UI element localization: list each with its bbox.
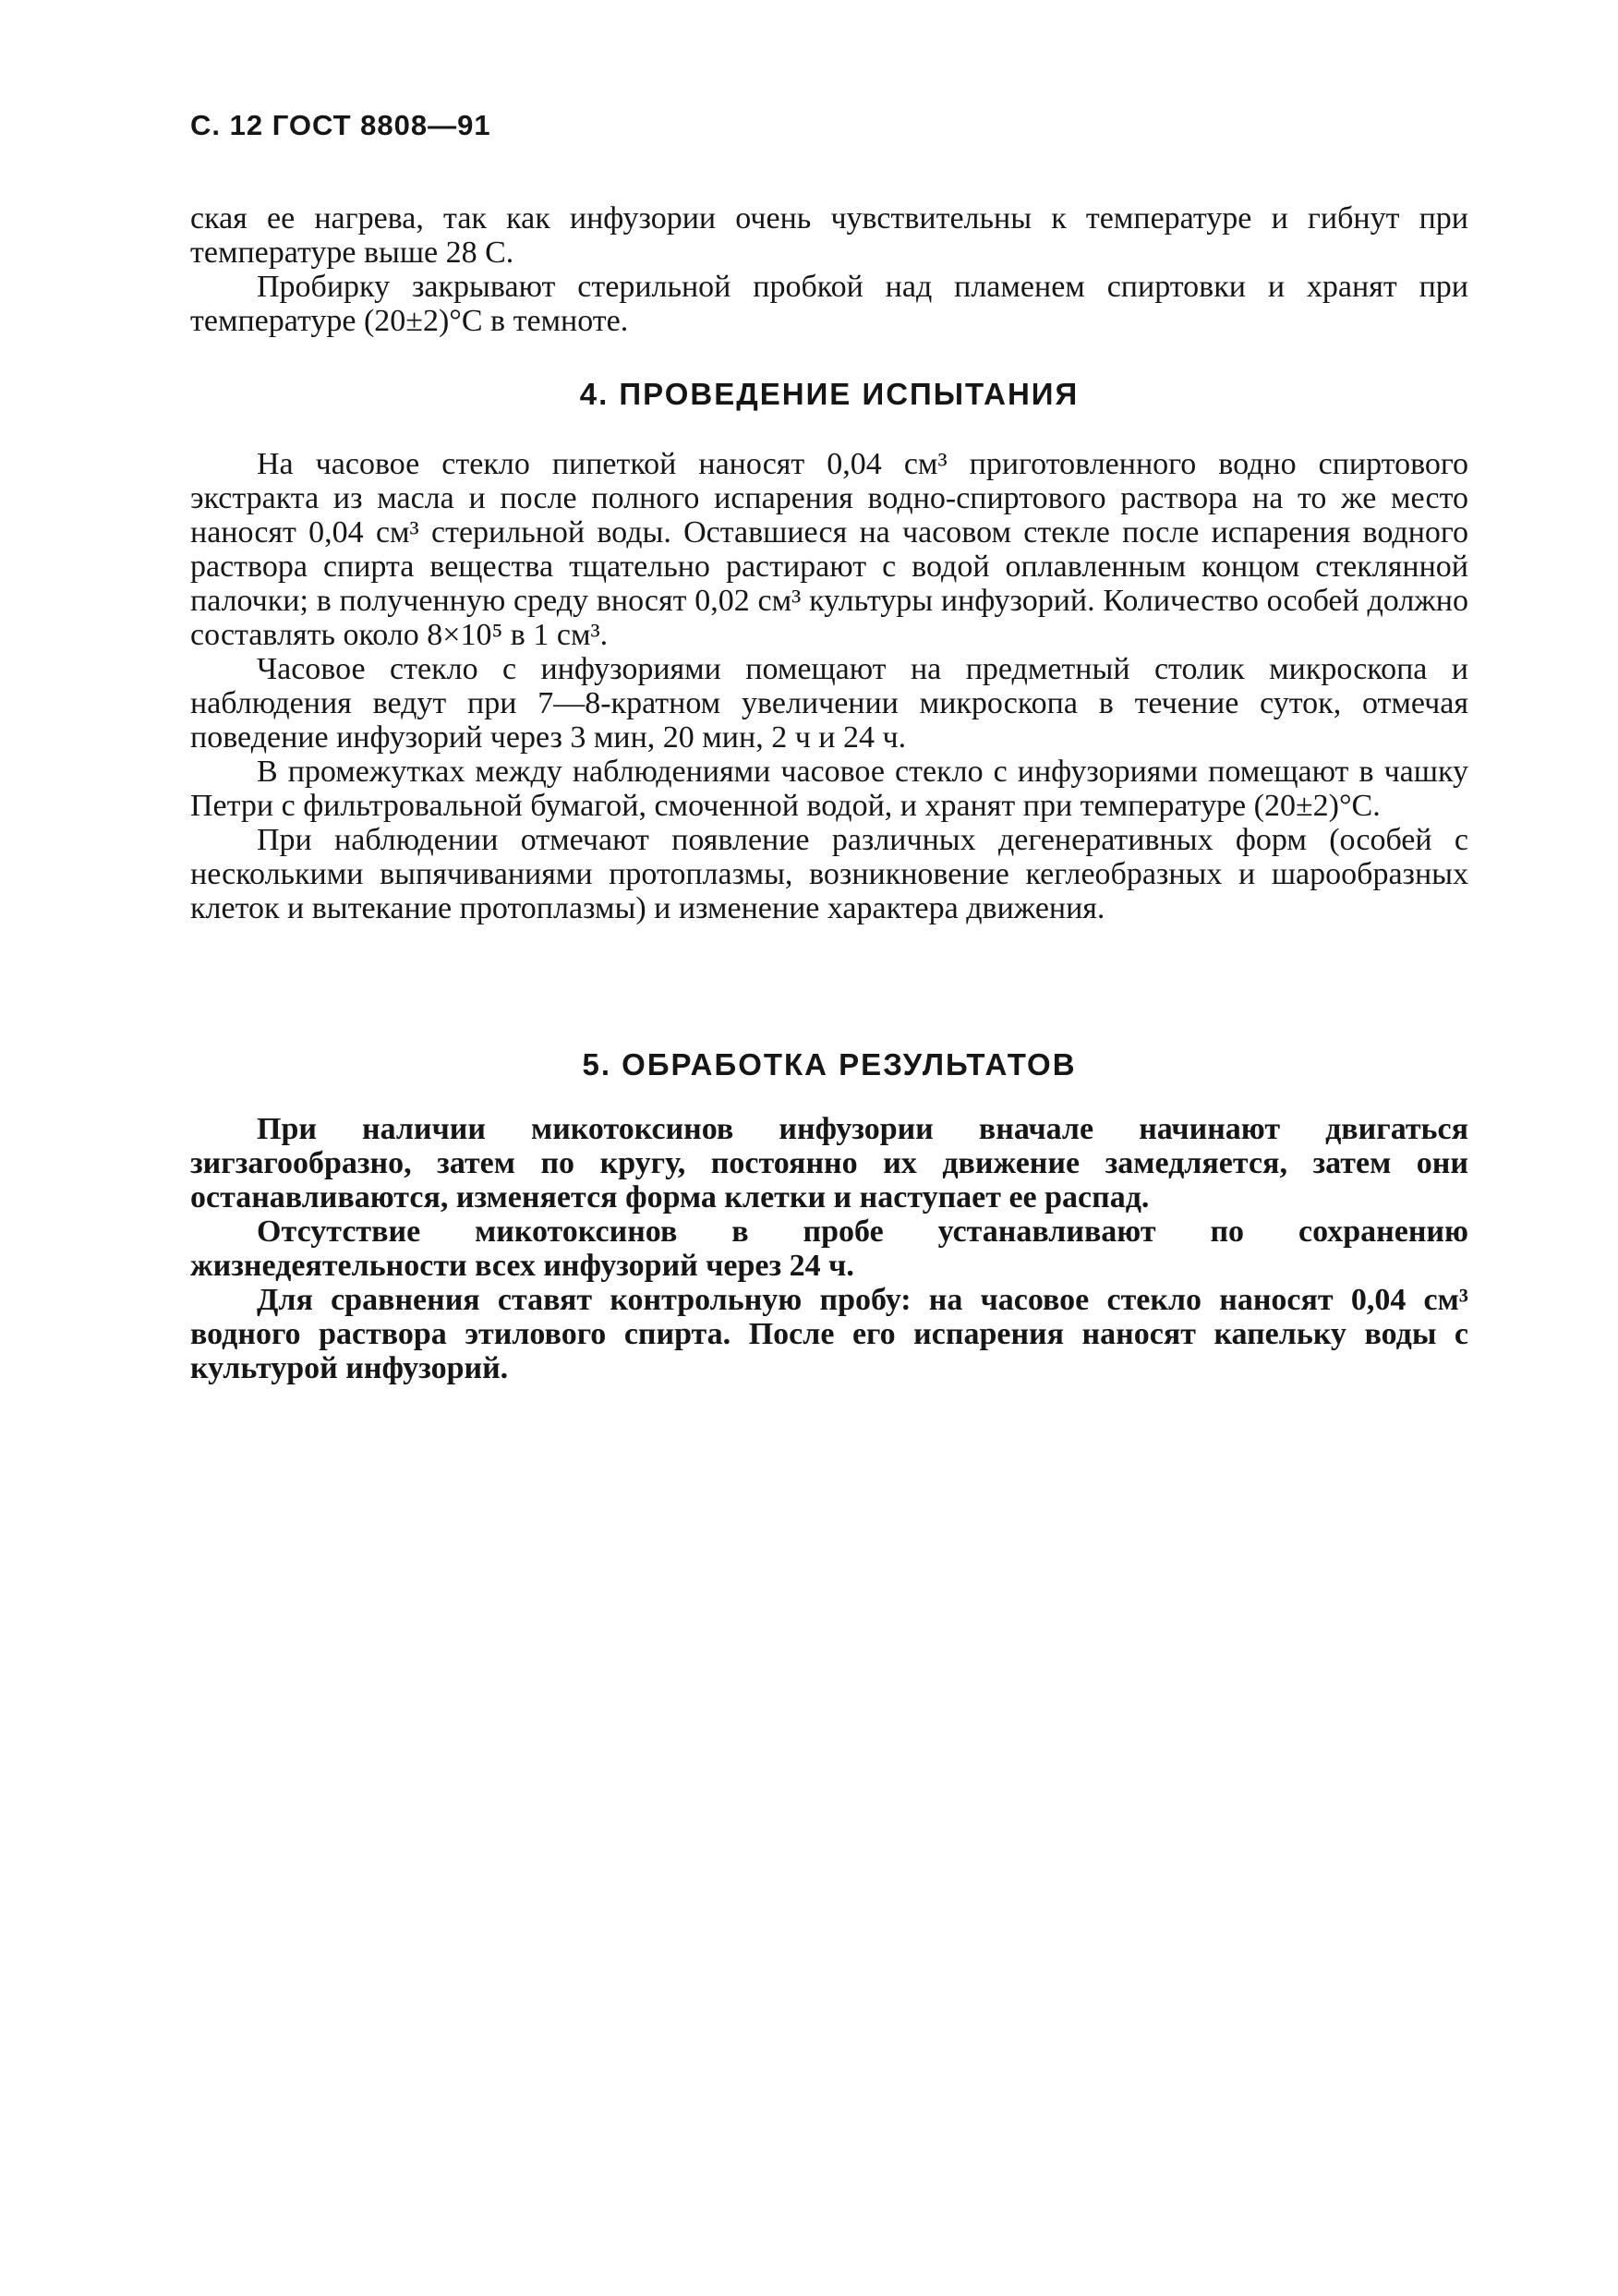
paragraph: На часовое стекло пипеткой наносят 0,04 см³ приготовленного водно спиртового экстракта из масла и после полного испарения водно-спиртового раствора на то же место наносят 0,04 см³ стерильной воды. Оставшиеся на часовом стекле после испарения водного раствора спирта вещества тщательно растирают с водой оплавленным концом стеклянной палочки; в полученную среду вносят 0,02 см³ культуры инфузорий. Количество особей должно составлять около 8×10⁵ в 1 см³. <box>190 447 1468 652</box>
paragraph: При наличии микотоксинов инфузории вначале начинают двигаться зигзагообразно, затем по кругу, постоянно их движение замедляется, затем они останавливаются, изменяется форма клетки и наступает ее распад. <box>190 1112 1468 1214</box>
page-header: С. 12 ГОСТ 8808—91 <box>190 109 491 141</box>
section-4-body <box>190 447 1468 925</box>
intro-paragraph: Пробирку закрывают стерильной пробкой над пламенем спиртовки и хранят при температуре (20±2)°С в темноте. <box>190 270 1468 338</box>
paragraph: При наблюдении отмечают появление различных дегенеративных форм (особей с несколькими выпячиваниями протоплазмы, возникновение кеглеобразных и шарообразных клеток и вытекание протоплазмы) и изменение характера движения. <box>190 823 1468 925</box>
section-5-title: 5. ОБРАБОТКА РЕЗУЛЬТАТОВ <box>582 1047 1077 1082</box>
paragraph: Для сравнения ставят контрольную пробу: на часовое стекло наносят 0,04 см³ водного раствора этилового спирта. После его испарения наносят капельку воды с культурой инфузорий. <box>190 1283 1468 1385</box>
paragraph: Часовое стекло с инфузориями помещают на предметный столик микроскопа и наблюдения ведут при 7—8-кратном увеличении микроскопа в течение суток, отмечая поведение инфузорий через 3 мин, 20 мин, 2 ч и 24 ч. <box>190 652 1468 755</box>
section-5-body <box>190 1112 1468 1385</box>
paragraph: Отсутствие микотоксинов в пробе устанавливают по сохранению жизнедеятельности всех инфузорий через 24 ч. <box>190 1214 1468 1283</box>
paragraph: В промежутках между наблюдениями часовое стекло с инфузориями помещают в чашку Петри с фильтровальной бумагой, смоченной водой, и хранят при температуре (20±2)°С. <box>190 755 1468 823</box>
section-4-title: 4. ПРОВЕДЕНИЕ ИСПЫТАНИЯ <box>579 377 1080 411</box>
intro-text <box>190 201 1468 338</box>
intro-paragraph: ская ее нагрева, так как инфузории очень чувствительны к температуре и гибнут при температуре выше 28 С. <box>190 201 1468 270</box>
